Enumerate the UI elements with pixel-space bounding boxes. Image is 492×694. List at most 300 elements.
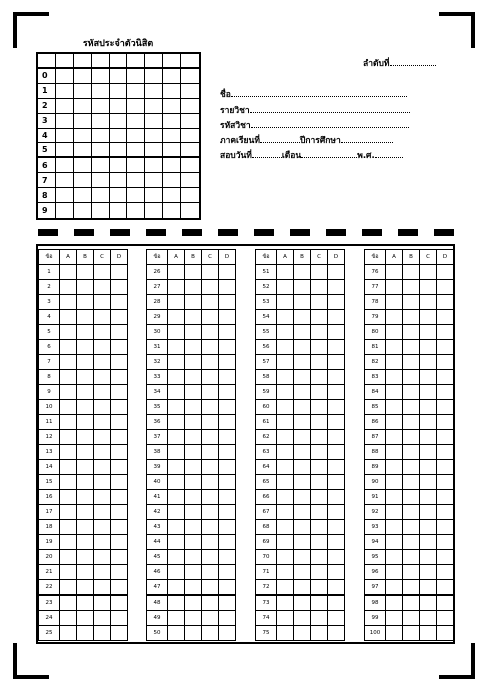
answer-bubble[interactable] — [77, 626, 94, 640]
answer-bubble[interactable] — [94, 596, 111, 610]
answer-bubble[interactable] — [219, 265, 235, 279]
student-id-bubble[interactable] — [145, 129, 163, 144]
answer-bubble[interactable] — [60, 340, 77, 354]
answer-bubble[interactable] — [420, 596, 437, 610]
answer-bubble[interactable] — [202, 580, 219, 594]
answer-bubble[interactable] — [77, 596, 94, 610]
answer-bubble[interactable] — [185, 445, 202, 459]
answer-bubble[interactable] — [168, 355, 185, 369]
answer-bubble[interactable] — [386, 596, 403, 610]
answer-bubble[interactable] — [168, 370, 185, 384]
answer-bubble[interactable] — [185, 370, 202, 384]
answer-bubble[interactable] — [277, 565, 294, 579]
answer-bubble[interactable] — [111, 535, 127, 549]
answer-bubble[interactable] — [219, 596, 235, 610]
student-id-bubble[interactable] — [127, 99, 145, 114]
answer-bubble[interactable] — [168, 430, 185, 444]
student-id-bubble[interactable] — [163, 203, 181, 218]
answer-bubble[interactable] — [311, 430, 328, 444]
answer-bubble[interactable] — [311, 340, 328, 354]
answer-bubble[interactable] — [277, 325, 294, 339]
answer-bubble[interactable] — [403, 340, 420, 354]
answer-bubble[interactable] — [111, 370, 127, 384]
student-id-bubble[interactable] — [163, 173, 181, 188]
answer-bubble[interactable] — [294, 265, 311, 279]
answer-bubble[interactable] — [111, 445, 127, 459]
answer-bubble[interactable] — [386, 626, 403, 640]
answer-bubble[interactable] — [60, 580, 77, 594]
answer-bubble[interactable] — [311, 355, 328, 369]
answer-bubble[interactable] — [185, 400, 202, 414]
answer-bubble[interactable] — [403, 520, 420, 534]
answer-bubble[interactable] — [168, 520, 185, 534]
answer-bubble[interactable] — [420, 415, 437, 429]
answer-bubble[interactable] — [111, 520, 127, 534]
answer-bubble[interactable] — [328, 355, 344, 369]
answer-bubble[interactable] — [168, 596, 185, 610]
answer-bubble[interactable] — [294, 580, 311, 594]
answer-bubble[interactable] — [77, 611, 94, 625]
answer-bubble[interactable] — [437, 385, 453, 399]
answer-bubble[interactable] — [168, 310, 185, 324]
answer-bubble[interactable] — [202, 400, 219, 414]
answer-bubble[interactable] — [403, 626, 420, 640]
answer-bubble[interactable] — [77, 520, 94, 534]
answer-bubble[interactable] — [219, 460, 235, 474]
name-input-line[interactable] — [231, 89, 407, 97]
answer-bubble[interactable] — [202, 325, 219, 339]
answer-bubble[interactable] — [294, 325, 311, 339]
answer-bubble[interactable] — [94, 385, 111, 399]
answer-bubble[interactable] — [403, 385, 420, 399]
answer-bubble[interactable] — [420, 370, 437, 384]
student-id-bubble[interactable] — [74, 158, 92, 173]
student-id-bubble[interactable] — [181, 143, 199, 158]
answer-bubble[interactable] — [386, 505, 403, 519]
answer-bubble[interactable] — [60, 385, 77, 399]
answer-bubble[interactable] — [294, 505, 311, 519]
answer-bubble[interactable] — [94, 565, 111, 579]
answer-bubble[interactable] — [219, 325, 235, 339]
answer-bubble[interactable] — [294, 340, 311, 354]
student-id-bubble[interactable] — [56, 69, 74, 84]
answer-bubble[interactable] — [311, 550, 328, 564]
answer-bubble[interactable] — [328, 385, 344, 399]
answer-bubble[interactable] — [168, 535, 185, 549]
answer-bubble[interactable] — [168, 505, 185, 519]
answer-bubble[interactable] — [77, 325, 94, 339]
answer-bubble[interactable] — [202, 295, 219, 309]
student-id-bubble[interactable] — [181, 99, 199, 114]
answer-bubble[interactable] — [403, 430, 420, 444]
answer-bubble[interactable] — [328, 535, 344, 549]
answer-bubble[interactable] — [111, 505, 127, 519]
student-id-bubble[interactable] — [110, 69, 128, 84]
answer-bubble[interactable] — [311, 325, 328, 339]
answer-bubble[interactable] — [403, 370, 420, 384]
student-id-bubble[interactable] — [163, 129, 181, 144]
student-id-bubble[interactable] — [181, 203, 199, 218]
answer-bubble[interactable] — [311, 490, 328, 504]
answer-bubble[interactable] — [328, 550, 344, 564]
student-id-bubble[interactable] — [110, 114, 128, 129]
student-id-bubble[interactable] — [145, 99, 163, 114]
student-id-bubble[interactable] — [181, 114, 199, 129]
answer-bubble[interactable] — [60, 265, 77, 279]
answer-bubble[interactable] — [168, 265, 185, 279]
answer-bubble[interactable] — [437, 415, 453, 429]
answer-bubble[interactable] — [386, 355, 403, 369]
academic-year-input-line[interactable] — [341, 135, 393, 143]
student-id-bubble[interactable] — [145, 158, 163, 173]
answer-bubble[interactable] — [77, 415, 94, 429]
answer-bubble[interactable] — [294, 415, 311, 429]
student-id-bubble[interactable] — [110, 203, 128, 218]
answer-bubble[interactable] — [185, 596, 202, 610]
student-id-bubble[interactable] — [56, 203, 74, 218]
answer-bubble[interactable] — [202, 490, 219, 504]
answer-bubble[interactable] — [311, 310, 328, 324]
answer-bubble[interactable] — [60, 565, 77, 579]
student-id-bubble[interactable] — [92, 203, 110, 218]
student-id-write-box[interactable] — [56, 54, 74, 69]
answer-bubble[interactable] — [185, 430, 202, 444]
answer-bubble[interactable] — [420, 611, 437, 625]
student-id-bubble[interactable] — [92, 114, 110, 129]
answer-bubble[interactable] — [386, 370, 403, 384]
answer-bubble[interactable] — [328, 340, 344, 354]
answer-bubble[interactable] — [294, 460, 311, 474]
answer-bubble[interactable] — [437, 280, 453, 294]
answer-bubble[interactable] — [420, 310, 437, 324]
answer-bubble[interactable] — [60, 400, 77, 414]
answer-bubble[interactable] — [185, 415, 202, 429]
answer-bubble[interactable] — [185, 490, 202, 504]
student-id-write-box[interactable] — [110, 54, 128, 69]
answer-bubble[interactable] — [277, 490, 294, 504]
answer-bubble[interactable] — [328, 611, 344, 625]
answer-bubble[interactable] — [437, 370, 453, 384]
answer-bubble[interactable] — [420, 325, 437, 339]
answer-bubble[interactable] — [77, 295, 94, 309]
answer-bubble[interactable] — [168, 295, 185, 309]
answer-bubble[interactable] — [294, 385, 311, 399]
answer-bubble[interactable] — [437, 310, 453, 324]
answer-bubble[interactable] — [94, 415, 111, 429]
answer-bubble[interactable] — [277, 460, 294, 474]
answer-bubble[interactable] — [168, 325, 185, 339]
answer-bubble[interactable] — [277, 265, 294, 279]
answer-bubble[interactable] — [219, 340, 235, 354]
student-id-bubble[interactable] — [74, 203, 92, 218]
student-id-bubble[interactable] — [163, 158, 181, 173]
answer-bubble[interactable] — [219, 505, 235, 519]
answer-bubble[interactable] — [420, 565, 437, 579]
answer-bubble[interactable] — [437, 340, 453, 354]
answer-bubble[interactable] — [420, 520, 437, 534]
answer-bubble[interactable] — [185, 580, 202, 594]
answer-bubble[interactable] — [77, 370, 94, 384]
answer-bubble[interactable] — [277, 430, 294, 444]
student-id-bubble[interactable] — [74, 173, 92, 188]
answer-bubble[interactable] — [437, 295, 453, 309]
answer-bubble[interactable] — [185, 611, 202, 625]
answer-bubble[interactable] — [311, 626, 328, 640]
answer-bubble[interactable] — [185, 550, 202, 564]
answer-bubble[interactable] — [94, 490, 111, 504]
answer-bubble[interactable] — [219, 565, 235, 579]
student-id-bubble[interactable] — [163, 114, 181, 129]
answer-bubble[interactable] — [277, 580, 294, 594]
answer-bubble[interactable] — [168, 445, 185, 459]
answer-bubble[interactable] — [202, 340, 219, 354]
answer-bubble[interactable] — [386, 310, 403, 324]
answer-bubble[interactable] — [111, 430, 127, 444]
answer-bubble[interactable] — [219, 370, 235, 384]
answer-bubble[interactable] — [94, 295, 111, 309]
answer-bubble[interactable] — [60, 460, 77, 474]
student-id-bubble[interactable] — [56, 173, 74, 188]
answer-bubble[interactable] — [277, 295, 294, 309]
answer-bubble[interactable] — [219, 490, 235, 504]
student-id-bubble[interactable] — [74, 188, 92, 203]
answer-bubble[interactable] — [420, 385, 437, 399]
student-id-bubble[interactable] — [56, 188, 74, 203]
answer-bubble[interactable] — [111, 325, 127, 339]
student-id-bubble[interactable] — [92, 158, 110, 173]
answer-bubble[interactable] — [111, 460, 127, 474]
answer-bubble[interactable] — [328, 626, 344, 640]
answer-bubble[interactable] — [202, 475, 219, 489]
answer-bubble[interactable] — [420, 580, 437, 594]
answer-bubble[interactable] — [219, 550, 235, 564]
student-id-bubble[interactable] — [110, 158, 128, 173]
student-id-bubble[interactable] — [181, 188, 199, 203]
answer-bubble[interactable] — [386, 400, 403, 414]
answer-bubble[interactable] — [94, 550, 111, 564]
answer-bubble[interactable] — [294, 370, 311, 384]
answer-bubble[interactable] — [420, 430, 437, 444]
answer-bubble[interactable] — [202, 596, 219, 610]
answer-bubble[interactable] — [219, 430, 235, 444]
answer-bubble[interactable] — [202, 415, 219, 429]
answer-bubble[interactable] — [277, 340, 294, 354]
answer-bubble[interactable] — [386, 265, 403, 279]
student-id-bubble[interactable] — [127, 203, 145, 218]
student-id-write-box[interactable] — [163, 54, 181, 69]
answer-bubble[interactable] — [328, 475, 344, 489]
answer-bubble[interactable] — [437, 565, 453, 579]
answer-bubble[interactable] — [294, 611, 311, 625]
student-id-bubble[interactable] — [74, 143, 92, 158]
answer-bubble[interactable] — [111, 475, 127, 489]
answer-bubble[interactable] — [437, 520, 453, 534]
answer-bubble[interactable] — [185, 626, 202, 640]
answer-bubble[interactable] — [202, 385, 219, 399]
student-id-bubble[interactable] — [110, 188, 128, 203]
answer-bubble[interactable] — [386, 415, 403, 429]
answer-bubble[interactable] — [403, 550, 420, 564]
student-id-bubble[interactable] — [56, 99, 74, 114]
answer-bubble[interactable] — [420, 550, 437, 564]
answer-bubble[interactable] — [386, 460, 403, 474]
answer-bubble[interactable] — [60, 550, 77, 564]
answer-bubble[interactable] — [328, 596, 344, 610]
answer-bubble[interactable] — [77, 340, 94, 354]
answer-bubble[interactable] — [60, 490, 77, 504]
answer-bubble[interactable] — [77, 460, 94, 474]
answer-bubble[interactable] — [311, 460, 328, 474]
answer-bubble[interactable] — [403, 295, 420, 309]
answer-bubble[interactable] — [77, 505, 94, 519]
student-id-bubble[interactable] — [163, 99, 181, 114]
answer-bubble[interactable] — [185, 355, 202, 369]
student-id-write-box[interactable] — [74, 54, 92, 69]
answer-bubble[interactable] — [277, 355, 294, 369]
answer-bubble[interactable] — [185, 475, 202, 489]
answer-bubble[interactable] — [294, 520, 311, 534]
answer-bubble[interactable] — [185, 310, 202, 324]
answer-bubble[interactable] — [311, 385, 328, 399]
answer-bubble[interactable] — [277, 280, 294, 294]
answer-bubble[interactable] — [185, 385, 202, 399]
answer-bubble[interactable] — [60, 445, 77, 459]
answer-bubble[interactable] — [168, 626, 185, 640]
answer-bubble[interactable] — [420, 295, 437, 309]
answer-bubble[interactable] — [185, 505, 202, 519]
student-id-bubble[interactable] — [92, 173, 110, 188]
student-id-bubble[interactable] — [92, 69, 110, 84]
course-name-input-line[interactable] — [250, 105, 410, 113]
answer-bubble[interactable] — [202, 520, 219, 534]
answer-bubble[interactable] — [60, 520, 77, 534]
student-id-bubble[interactable] — [163, 69, 181, 84]
year-input-line[interactable] — [375, 150, 403, 158]
student-id-bubble[interactable] — [127, 188, 145, 203]
answer-bubble[interactable] — [277, 520, 294, 534]
answer-bubble[interactable] — [437, 445, 453, 459]
answer-bubble[interactable] — [294, 445, 311, 459]
answer-bubble[interactable] — [328, 325, 344, 339]
answer-bubble[interactable] — [94, 520, 111, 534]
answer-bubble[interactable] — [386, 565, 403, 579]
answer-bubble[interactable] — [168, 415, 185, 429]
answer-bubble[interactable] — [111, 310, 127, 324]
answer-bubble[interactable] — [60, 505, 77, 519]
student-id-bubble[interactable] — [74, 129, 92, 144]
answer-bubble[interactable] — [94, 370, 111, 384]
student-id-bubble[interactable] — [92, 188, 110, 203]
answer-bubble[interactable] — [328, 460, 344, 474]
exam-day-input-line[interactable] — [252, 150, 282, 158]
answer-bubble[interactable] — [94, 265, 111, 279]
answer-bubble[interactable] — [168, 400, 185, 414]
answer-bubble[interactable] — [420, 475, 437, 489]
answer-bubble[interactable] — [403, 565, 420, 579]
student-id-bubble[interactable] — [110, 84, 128, 99]
answer-bubble[interactable] — [403, 596, 420, 610]
answer-bubble[interactable] — [94, 280, 111, 294]
answer-bubble[interactable] — [111, 580, 127, 594]
answer-bubble[interactable] — [60, 325, 77, 339]
answer-bubble[interactable] — [311, 580, 328, 594]
answer-bubble[interactable] — [277, 626, 294, 640]
student-id-bubble[interactable] — [163, 188, 181, 203]
answer-bubble[interactable] — [202, 355, 219, 369]
answer-bubble[interactable] — [168, 280, 185, 294]
answer-bubble[interactable] — [277, 596, 294, 610]
answer-bubble[interactable] — [311, 280, 328, 294]
answer-bubble[interactable] — [403, 535, 420, 549]
student-id-bubble[interactable] — [127, 84, 145, 99]
answer-bubble[interactable] — [294, 490, 311, 504]
student-id-bubble[interactable] — [92, 129, 110, 144]
student-id-bubble[interactable] — [110, 99, 128, 114]
answer-bubble[interactable] — [111, 280, 127, 294]
answer-bubble[interactable] — [111, 355, 127, 369]
answer-bubble[interactable] — [328, 580, 344, 594]
answer-bubble[interactable] — [403, 415, 420, 429]
student-id-bubble[interactable] — [181, 129, 199, 144]
answer-bubble[interactable] — [386, 475, 403, 489]
answer-bubble[interactable] — [420, 626, 437, 640]
answer-bubble[interactable] — [386, 520, 403, 534]
answer-bubble[interactable] — [60, 295, 77, 309]
student-id-bubble[interactable] — [74, 84, 92, 99]
answer-bubble[interactable] — [185, 535, 202, 549]
answer-bubble[interactable] — [386, 580, 403, 594]
student-id-bubble[interactable] — [110, 173, 128, 188]
answer-bubble[interactable] — [111, 490, 127, 504]
answer-bubble[interactable] — [311, 565, 328, 579]
answer-bubble[interactable] — [219, 400, 235, 414]
answer-bubble[interactable] — [60, 626, 77, 640]
answer-bubble[interactable] — [420, 265, 437, 279]
answer-bubble[interactable] — [94, 325, 111, 339]
answer-bubble[interactable] — [311, 415, 328, 429]
student-id-bubble[interactable] — [74, 114, 92, 129]
answer-bubble[interactable] — [60, 280, 77, 294]
answer-bubble[interactable] — [202, 460, 219, 474]
answer-bubble[interactable] — [277, 611, 294, 625]
answer-bubble[interactable] — [202, 370, 219, 384]
answer-bubble[interactable] — [294, 295, 311, 309]
answer-bubble[interactable] — [202, 430, 219, 444]
answer-bubble[interactable] — [202, 310, 219, 324]
answer-bubble[interactable] — [420, 505, 437, 519]
answer-bubble[interactable] — [185, 520, 202, 534]
answer-bubble[interactable] — [294, 280, 311, 294]
answer-bubble[interactable] — [277, 370, 294, 384]
answer-bubble[interactable] — [202, 505, 219, 519]
student-id-bubble[interactable] — [127, 69, 145, 84]
answer-bubble[interactable] — [202, 565, 219, 579]
answer-bubble[interactable] — [386, 295, 403, 309]
answer-bubble[interactable] — [94, 611, 111, 625]
answer-bubble[interactable] — [437, 611, 453, 625]
answer-bubble[interactable] — [437, 505, 453, 519]
answer-bubble[interactable] — [294, 310, 311, 324]
answer-bubble[interactable] — [94, 535, 111, 549]
answer-bubble[interactable] — [111, 400, 127, 414]
answer-bubble[interactable] — [60, 611, 77, 625]
answer-bubble[interactable] — [294, 430, 311, 444]
answer-bubble[interactable] — [386, 325, 403, 339]
answer-bubble[interactable] — [60, 355, 77, 369]
answer-bubble[interactable] — [219, 280, 235, 294]
answer-bubble[interactable] — [437, 475, 453, 489]
answer-bubble[interactable] — [403, 355, 420, 369]
